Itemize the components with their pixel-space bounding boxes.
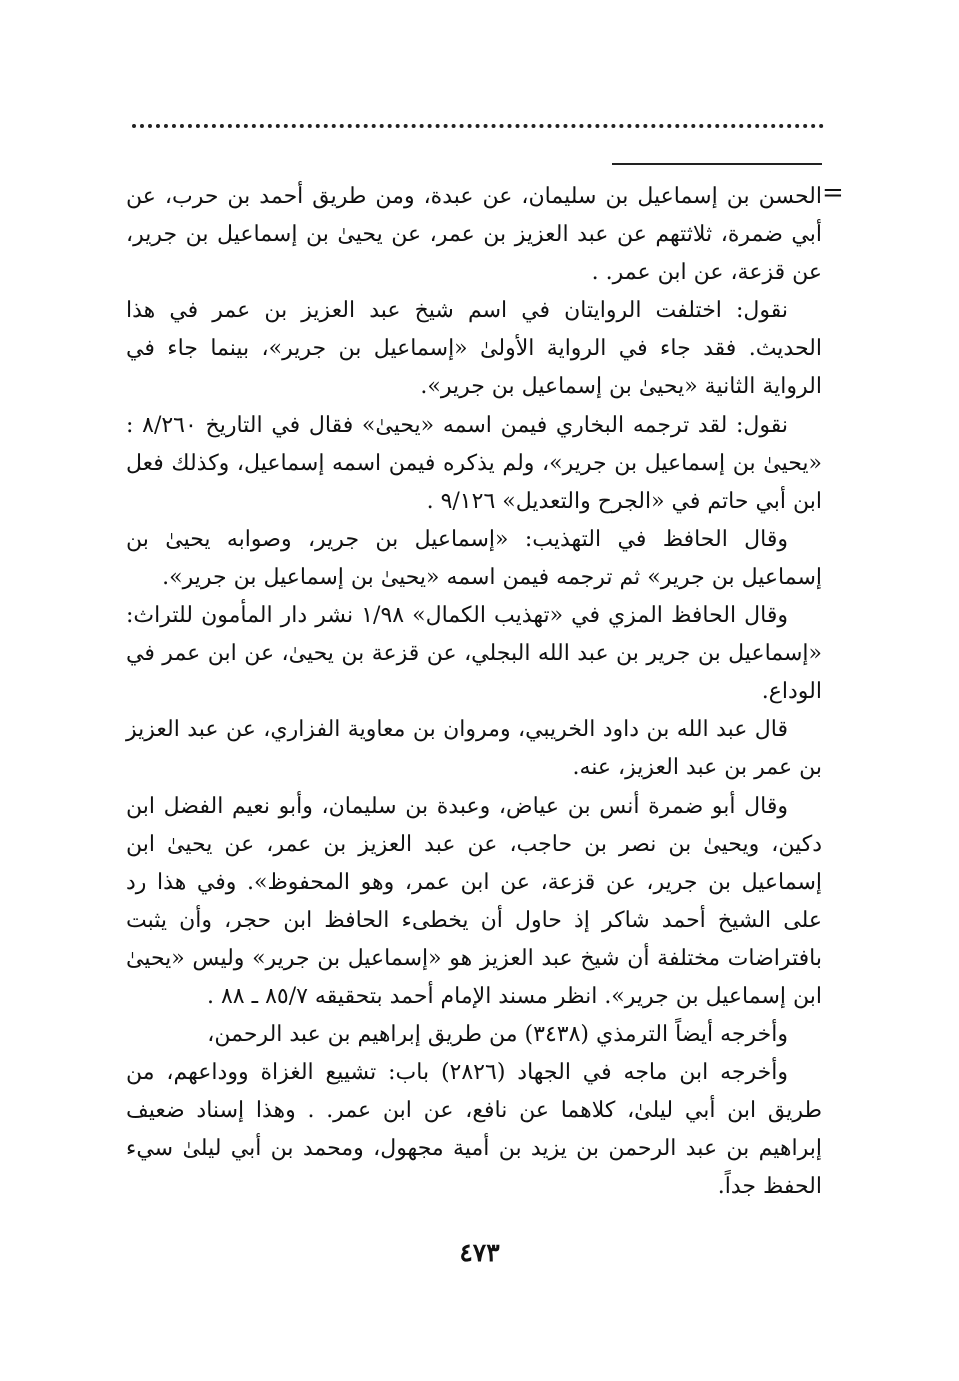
footnote-paragraph-2: نقول: اختلفت الروايتان في اسم شيخ عبد العزيز بن عمر في هذا الحديث. فقد جاء في الرواية الأولىٰ «إسماعيل بن جرير»، بينما جاء في الرواية الثانية «يحيىٰ بن إسماعيل بن جرير». xyxy=(126,298,822,400)
page-number: ٤٧٣ xyxy=(459,1238,500,1267)
footnote-paragraph-9: وأخرجه ابن ماجه في الجهاد (٢٨٢٦) باب: تشييع الغزاة ووداعهم، من طريق ابن أبي ليلىٰ، كلاهما عن نافع، عن ابن عمر. . وهذا إسناد ضعيف إبراهيم بن عبد الرحمن بن يزيد بن أمية مجهول، ومحمد بن أبي ليلىٰ سيء الحفظ جداً. xyxy=(126,1060,822,1200)
footnote-separator-line xyxy=(612,163,822,165)
footnote-paragraph-1: الحسن بن إسماعيل بن سليمان، عن عبدة، ومن طريق أحمد بن حرب، عن أبي ضمرة، ثلاثتهم عن عبد العزيز بن عمر، عن يحيىٰ بن إسماعيل بن جرير، عن قزعة، عن ابن عمر. . xyxy=(126,184,822,286)
footnote-text xyxy=(126,178,822,1207)
footnote-paragraph-8: وأخرجه أيضاً الترمذي (٣٤٣٨) من طريق إبراهيم بن عبد الرحمن، xyxy=(207,1022,788,1048)
dotted-separator xyxy=(132,124,824,128)
footnote-paragraph-7: وقال أبو ضمرة أنس بن عياض، وعبدة بن سليمان، وأبو نعيم الفضل ابن دكين، ويحيىٰ بن نصر بن حاجب، عن عبد العزيز بن عمر، عن يحيىٰ ابن إسماعيل بن جرير، عن قزعة، عن ابن عمر، وهو المحفوظ». وفي هذا رد على الشيخ أحمد شاكر إذ حاول أن يخطىء الحافظ ابن حجر، وأن يثبت بافتراضات مختلفة أن شيخ عبد العزيز هو «إسماعيل بن جرير» وليس «يحيىٰ ابن إسماعيل بن جرير». انظر مسند الإمام أحمد بتحقيقه ٨٥/٧ ـ ٨٨ . xyxy=(126,793,822,1009)
footnote-paragraph-6: قال عبد الله بن داود الخريبي، ومروان بن معاوية الفزاري، عن عبد العزيز بن عمر بن عبد العزيز، عنه. xyxy=(126,717,822,781)
footnote-continuation-mark: = xyxy=(822,178,844,208)
footnote-paragraph-5: وقال الحافظ المزي في «تهذيب الكمال» ١/٩٨ نشر دار المأمون للتراث: «إسماعيل بن جرير بن عبد الله البجلي، عن قزعة بن يحيىٰ، عن ابن عمر في الوداع. xyxy=(126,603,822,705)
footnote-paragraph-4: وقال الحافظ في التهذيب: «إسماعيل بن جرير، وصوابه يحيىٰ بن إسماعيل بن جرير» ثم ترجمه فيمن اسمه «يحيىٰ بن إسماعيل بن جرير». xyxy=(126,526,822,590)
footnote-paragraph-3: نقول: لقد ترجمه البخاري فيمن اسمه «يحيىٰ» فقال في التاريخ ٨/٢٦٠ : «يحيىٰ بن إسماعيل بن جرير»، ولم يذكره فيمن اسمه إسماعيل، وكذلك فعل ابن أبي حاتم في «الجرح والتعديل» ٩/١٢٦ . xyxy=(126,412,822,514)
